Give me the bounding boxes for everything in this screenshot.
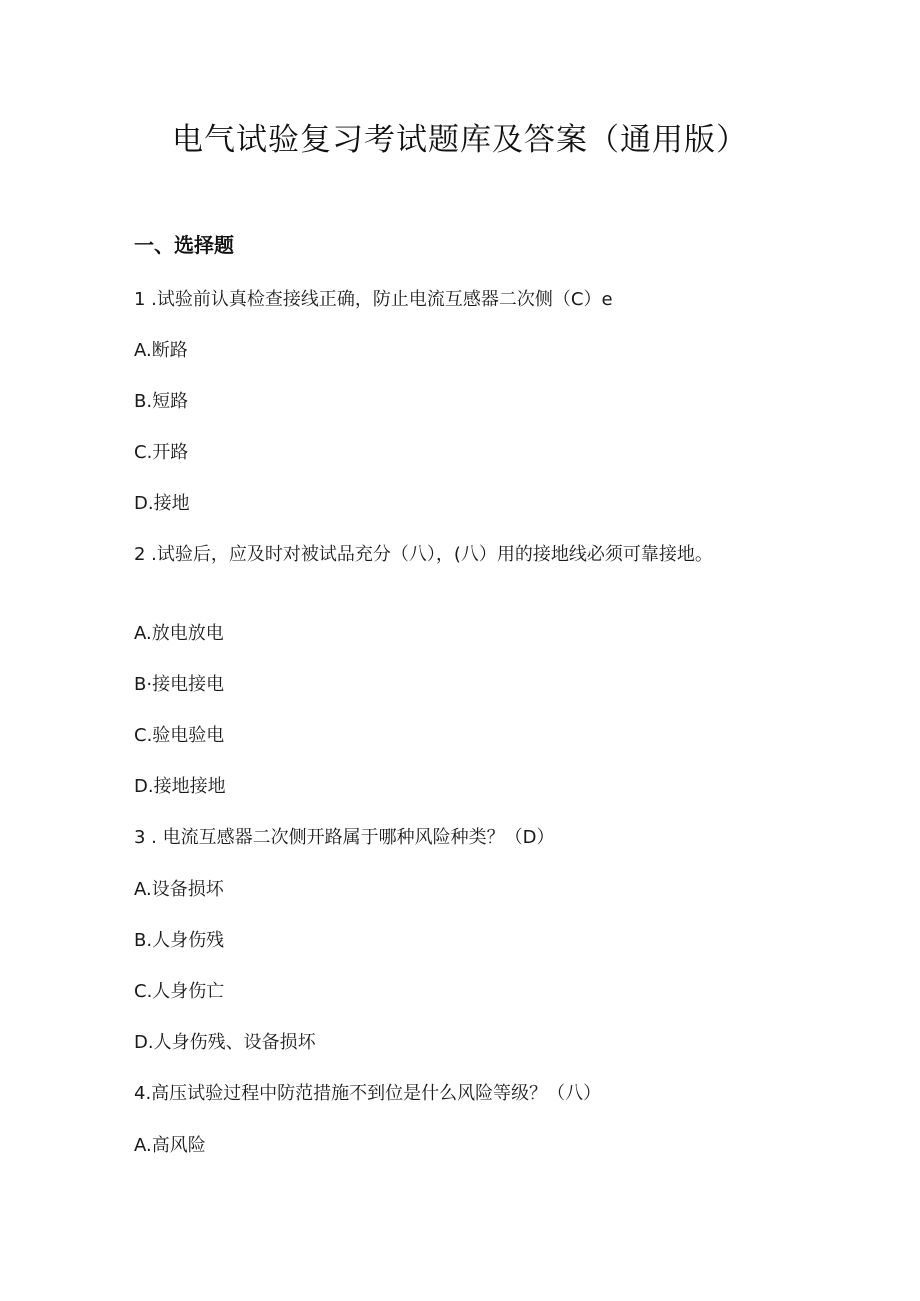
question-1-option-b: B.短路 <box>134 391 189 412</box>
question-2-text: 2 .试验后，应及时对被试品充分（八），(八）用的接地线必须可靠接地。 <box>134 544 713 565</box>
question-2-option-c: C.验电验电 <box>134 725 225 746</box>
document-title: 电气试验复习考试题库及答案（通用版） <box>172 122 748 158</box>
question-2-option-a: A.放电放电 <box>134 623 224 644</box>
question-2-option-b: B·接电接电 <box>134 674 225 695</box>
section-heading: 一、选择题 <box>134 233 234 257</box>
question-3-option-a: A.设备损坏 <box>134 879 224 900</box>
question-1-option-c: C.开路 <box>134 442 189 463</box>
question-3-option-b: B.人身伤残 <box>134 930 225 951</box>
question-3-option-c: C.人身伤亡 <box>134 981 225 1002</box>
question-4-text: 4.高压试验过程中防范措施不到位是什么风险等级？（八） <box>134 1083 602 1104</box>
question-1-text: 1 .试验前认真检查接线正确，防止电流互感器二次侧（C）e <box>134 289 613 310</box>
question-1-option-a: A.断路 <box>134 340 188 361</box>
question-3-text: 3 . 电流互感器二次侧开路属于哪种风险种类？（D） <box>134 827 555 848</box>
question-2-option-d: D.接地接地 <box>134 776 226 797</box>
question-4-option-a: A.高风险 <box>134 1135 206 1156</box>
question-1-option-d: D.接地 <box>134 493 190 514</box>
question-3-option-d: D.人身伤残、设备损坏 <box>134 1032 316 1053</box>
